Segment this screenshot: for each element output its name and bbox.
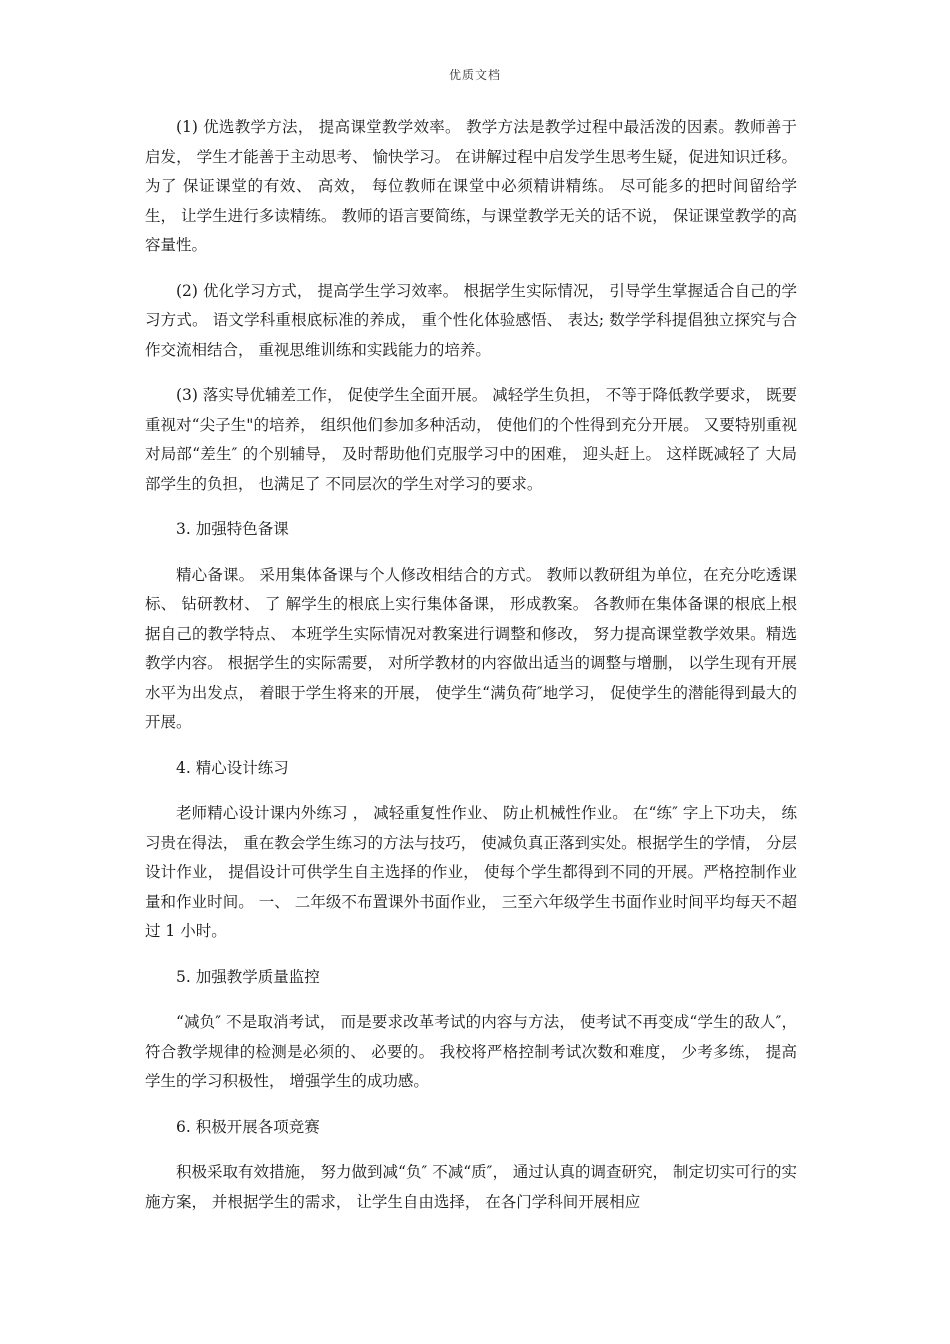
section-heading-quality-monitoring: 5. 加强教学质量监控: [176, 967, 320, 986]
page-header: 优质文档: [448, 68, 501, 82]
section-heading-exercises: 4. 精心设计练习: [176, 758, 289, 777]
paragraph-learning-style: (2) 优化学习方式， 提高学生学习效率。 根据学生实际情况， 引导学生掌握适合自己的学习方式。 语文学科重根底标准的养成， 重个性化体验感悟、 表达; 数学学科提倡独立探究与合作交流相结合， 重视思维训练和实践能力的培养。: [145, 281, 797, 359]
paragraph-quality-monitoring: “减负″ 不是取消考试， 而是要求改革考试的内容与方法， 使考试不再变成“学生的敌人″， 符合教学规律的检测是必须的、 必要的。 我校将严格控制考试次数和难度， 少考多练， 提高学生的学习积极性， 增强学生的成功感。: [145, 1013, 797, 1090]
paragraph-lesson-prep: 精心备课。 采用集体备课与个人修改相结合的方式。 教师以教研组为单位，在充分吃透课标、 钻研教材、 了 解学生的根底上实行集体备课， 形成教案。 各教师在集体备课的根底上根据自己的教学特点、 本班学生实际情况对教案进行调整和修改， 努力提高课堂教学效果。精选教学内容。 根据学生的实际需要， 对所学教材的内容做出适当的调整与增删， 以学生现有开展水平为出发点， 着眼于学生将来的开展， 使学生“满负荷″地学习， 促使学生的潜能得到最大的开展。: [145, 565, 797, 731]
paragraph-competitions: 积极采取有效措施， 努力做到减“负″ 不减“质″， 通过认真的调查研究， 制定切实可行的实施方案， 并根据学生的需求， 让学生自由选择， 在各门学科间开展相应: [145, 1163, 797, 1211]
paragraph-tutoring: (3) 落实导优辅差工作， 促使学生全面开展。 减轻学生负担， 不等于降低教学要求， 既要重视对“尖子生"的培养， 组织他们参加多种活动， 使他们的个性得到充分开展。 又要特别重视对局部“差生″ 的个别辅导， 及时帮助他们克服学习中的困难， 迎头赶上。 这样既减轻了 大局部学生的负担， 也满足了 不同层次的学生对学习的要求。: [145, 386, 797, 493]
document-body: [145, 113, 797, 1233]
section-heading-competitions: 6. 积极开展各项竞赛: [176, 1117, 320, 1136]
paragraph-exercises: 老师精心设计课内外练习 ， 减轻重复性作业、 防止机械性作业。 在“练″ 字上下功夫， 练习贵在得法， 重在教会学生练习的方法与技巧， 使减负真正落到实处。根据学生的学情， 分层设计作业， 提倡设计可供学生自主选择的作业， 使每个学生都得到不同的开展。严格控制作业量和作业时间。 一、 二年级不布置课外书面作业， 三至六年级学生书面作业时间平均每天不超过 1 小时。: [145, 804, 797, 940]
paragraph-teaching-method: (1) 优选教学方法， 提高课堂教学效率。 教学方法是教学过程中最活泼的因素。教师善于启发， 学生才能善于主动思考、 愉快学习。 在讲解过程中启发学生思考生疑，促进知识迁移。 为了 保证课堂的有效、 高效， 每位教师在课堂中必须精讲精练。 尽可能多的把时间留给学生， 让学生进行多读精练。 教师的语言要简练，与课堂教学无关的话不说， 保证课堂教学的高容量性。: [145, 118, 797, 254]
section-heading-lesson-prep: 3. 加强特色备课: [176, 520, 289, 538]
